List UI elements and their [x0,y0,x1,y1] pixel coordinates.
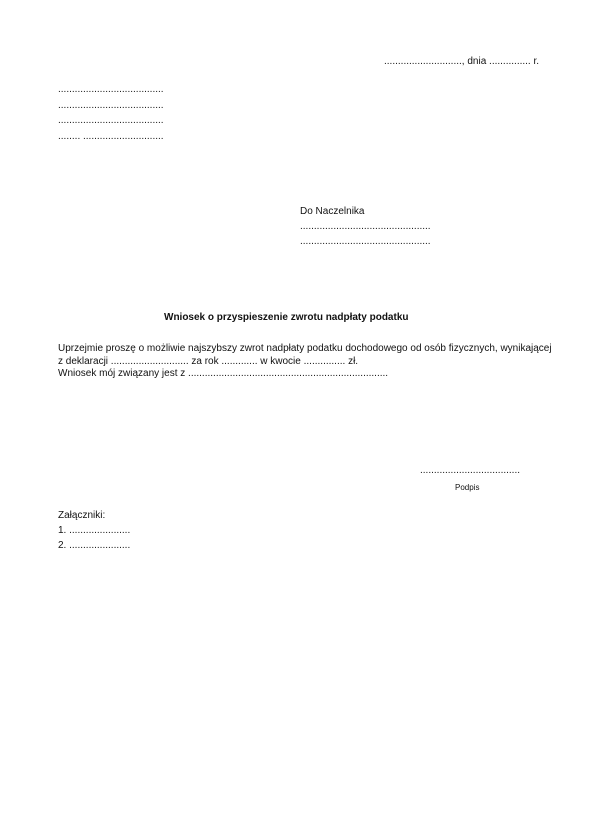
sender-line: ........ ............................. [58,130,164,142]
addressee-line: ............................................... [300,236,431,247]
attachment-item: 2. ...................... [58,540,131,551]
request-body [58,343,552,381]
body-line: z deklaracji ............................ za rok ............. w kwocie ............... zł. [58,355,359,367]
addressee-heading: Do Naczelnika [300,206,365,217]
addressee-line: ............................................... [300,221,431,232]
signature-dots: .................................... [420,465,521,476]
sender-block [58,84,164,146]
body-line: Uprzejmie proszę o możliwie najszybszy zwrot nadpłaty podatku dochodowego od osób fizycznych, wynikającej [58,343,552,354]
sender-line: ...................................... [58,115,164,126]
body-line: Wniosek mój związany jest z ........................................................................ [58,368,389,379]
sender-line: ...................................... [58,84,164,95]
sender-line: ...................................... [58,99,164,111]
attachments-heading: Załączniki: [58,510,106,521]
signature-label: Podpis [455,483,480,492]
attachment-item: 1. ...................... [58,525,131,536]
addressee-block [300,206,431,251]
document-title: Wniosek o przyspieszenie zwrotu nadpłaty podatku [164,312,409,323]
attachments-block [58,510,130,555]
place-date-line: ............................, dnia ............... r. [384,56,540,67]
